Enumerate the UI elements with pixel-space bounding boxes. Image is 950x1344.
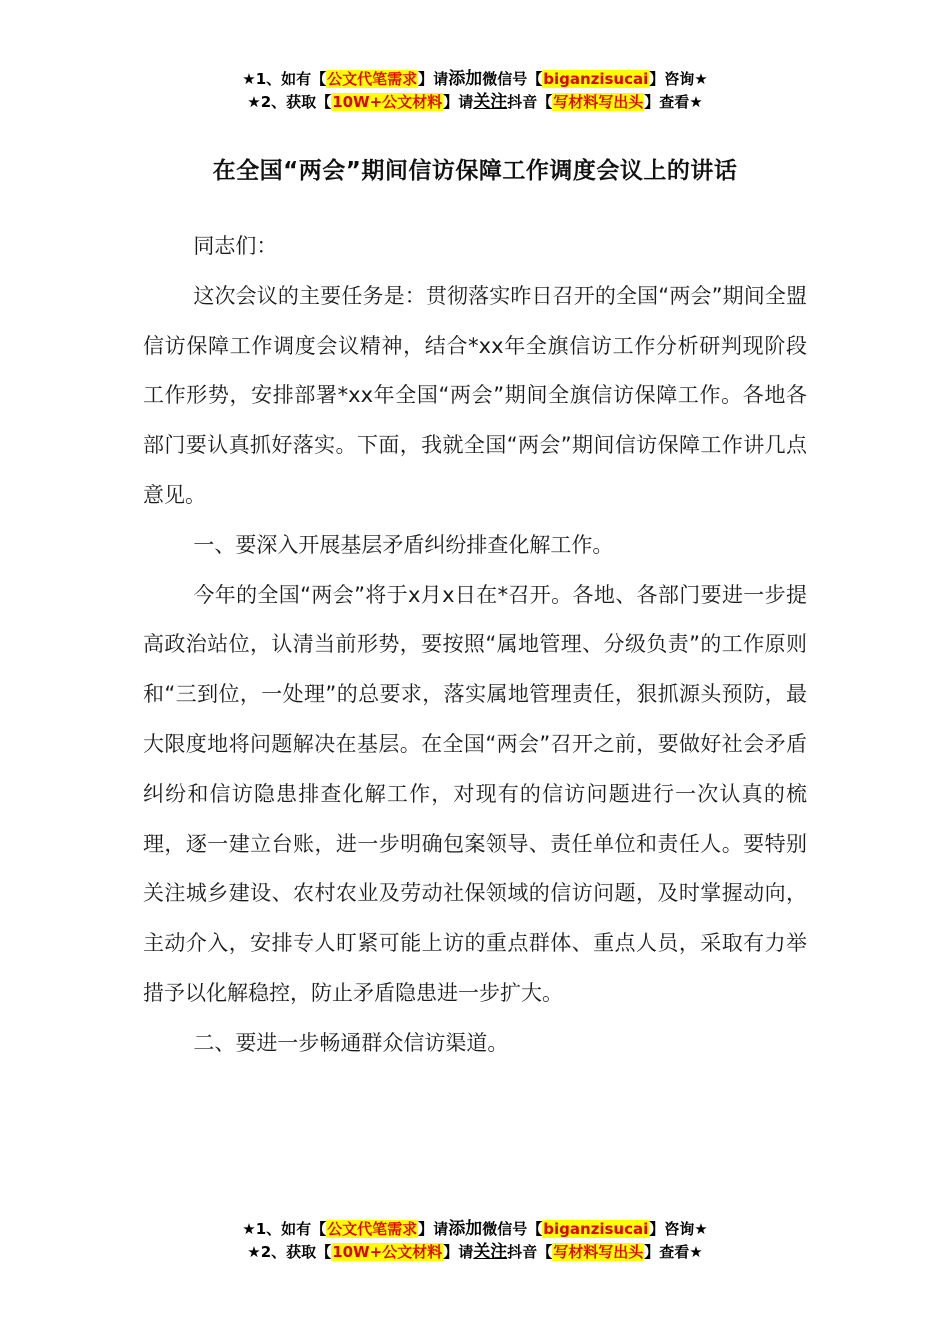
highlight-douyin-account: 写材料写出头 xyxy=(553,1243,644,1261)
banner-line-2: ★2、获取【10W+公文材料】请关注抖音【写材料写出头】查看★ xyxy=(247,1242,703,1262)
banner-line-1: ★1、如有【公文代笔需求】请添加微信号【biganzisucai】咨询★ xyxy=(242,69,708,89)
highlight-wechat-id: biganzisucai xyxy=(543,1220,649,1238)
bottom-ad-banner xyxy=(0,1218,950,1264)
highlight-materials: 10W+公文材料 xyxy=(332,93,443,111)
highlight-douyin-account: 写材料写出头 xyxy=(553,93,644,111)
highlight-materials: 10W+公文材料 xyxy=(332,1243,443,1261)
body-paragraph: 今年的全国“两会”将于x月x日在*召开。各地、各部门要进一步提高政治站位，认清当前形势，要按照“属地管理、分级负责”的工作原则和“三到位，一处理”的总要求，落实属地管理责任，狠抓源头预防，最大限度地将问题解决在基层。在全国“两会”召开之前，要做好社会矛盾纠纷和信访隐患排查化解工作，对现有的信访问题进行一次认真的梳理，逐一建立台账，进一步明确包案领导、责任单位和责任人。要特别关注城乡建设、农村农业及劳动社保领域的信访问题，及时掌握动向，主动介入，安排专人盯紧可能上访的重点群体、重点人员，采取有力举措予以化解稳控，防止矛盾隐患进一步扩大。 xyxy=(143,582,807,1005)
highlight-service: 公文代笔需求 xyxy=(327,70,418,88)
document-body xyxy=(143,222,807,1069)
banner-line-2: ★2、获取【10W+公文材料】请关注抖音【写材料写出头】查看★ xyxy=(247,92,703,112)
body-paragraph: 这次会议的主要任务是：贯彻落实昨日召开的全国“两会”期间全盟信访保障工作调度会议精神，结合*xx年全旗信访工作分析研判现阶段工作形势，安排部署*xx年全国“两会”期间全旗信访保障工作。各地各部门要认真抓好落实。下面，我就全国“两会”期间信访保障工作讲几点意见。 xyxy=(143,283,807,507)
banner-line-1: ★1、如有【公文代笔需求】请添加微信号【biganzisucai】咨询★ xyxy=(242,1219,708,1239)
highlight-service: 公文代笔需求 xyxy=(327,1220,418,1238)
salutation: 同志们： xyxy=(193,234,278,258)
highlight-wechat-id: biganzisucai xyxy=(543,70,649,88)
section-heading: 一、要深入开展基层矛盾纠纷排查化解工作。 xyxy=(193,532,614,557)
section-heading: 二、要进一步畅通群众信访渠道。 xyxy=(193,1030,509,1055)
top-ad-banner xyxy=(0,68,950,114)
document-title: 在全国“两会”期间信访保障工作调度会议上的讲话 xyxy=(212,158,738,184)
